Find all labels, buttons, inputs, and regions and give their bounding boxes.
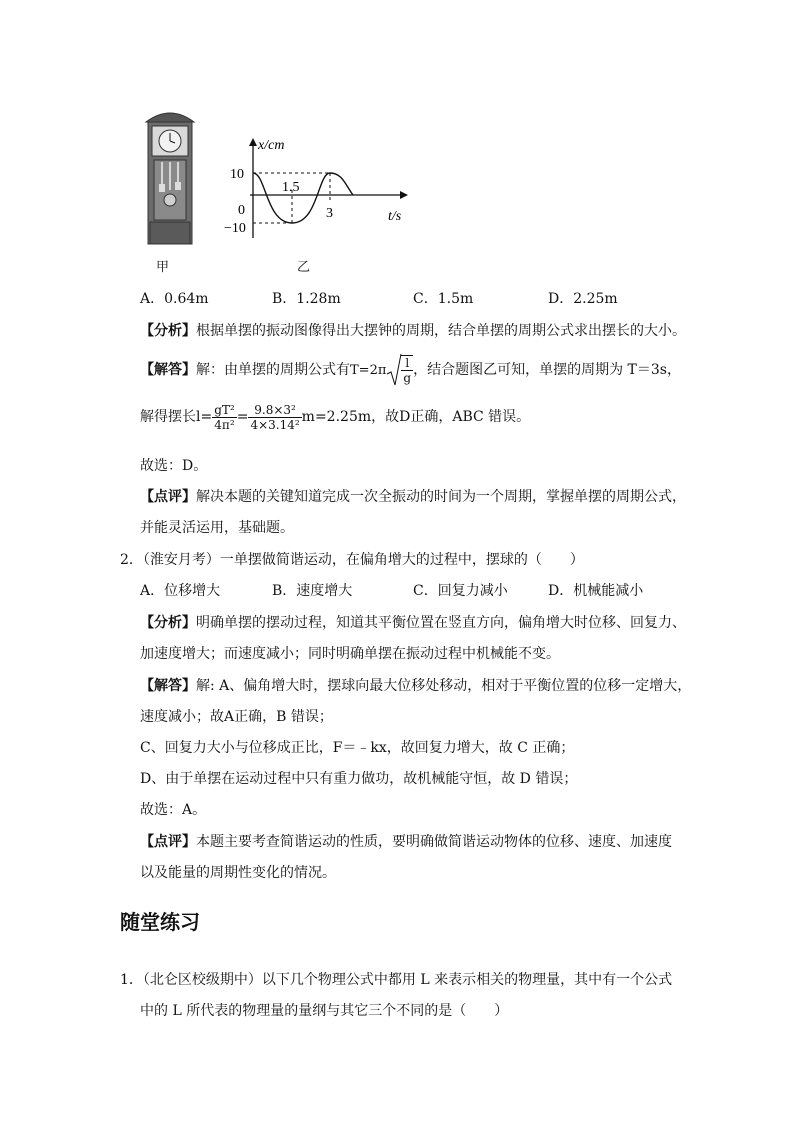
vibration-graph (220, 128, 420, 243)
q1-option-b: B．1.28m (272, 291, 341, 307)
solve-text-post: m=2.25m，故D正确，ABC 错误。 (301, 409, 531, 425)
fraction-1-numerator: gT² (214, 402, 235, 417)
t-axis-arrow (400, 191, 408, 199)
q2-comment-line2: 以及能量的周期性变化的情况。 (140, 865, 336, 881)
graph-caption: 乙 (297, 260, 311, 275)
comment-text: 解决本题的关键知道完成一次全振动的时间为一个周期，掌握单摆的周期公式， (196, 489, 686, 505)
equals-sign: = (236, 409, 249, 425)
comment-text: 本题主要考查简谐运动的性质，要明确做简谐运动物体的位移、速度、加速度 (196, 834, 672, 850)
t-axis-label: t/s (388, 209, 402, 224)
fraction-2-numerator: 9.8×3² (248, 403, 301, 418)
x-axis-label: x/cm (258, 138, 285, 153)
q2-solution-line2: 速度减小；故A正确，B 错误； (140, 709, 333, 725)
displacement-curve (253, 173, 353, 223)
q1-answer: 故选：D。 (140, 458, 208, 474)
fraction-2-denominator: 4×3.14² (250, 417, 300, 432)
clock-caption: 甲 (156, 260, 170, 275)
q2-solution-line1 (140, 676, 691, 696)
tick-10: 10 (230, 167, 244, 182)
solution-text-post: ，结合题图乙可知，单摆的周期为 T＝3s， (413, 362, 681, 378)
solution-tag: 【解答】 (140, 678, 196, 694)
fraction-1-denominator: 4π² (214, 417, 235, 432)
solve-text-pre: 解得摆长l= (140, 409, 213, 425)
q2-stem: 2．（淮安月考）一单摆做简谐运动，在偏角增大的过程中，摆球的（ ） (120, 552, 584, 568)
analysis-tag: 【分析】 (140, 323, 196, 339)
q1-option-c: C．1.5m (413, 291, 474, 307)
sqrt-denominator: g (403, 371, 412, 385)
tick-neg10: −10 (224, 221, 246, 236)
q1-comment-line1 (140, 487, 686, 507)
sqrt-expression (386, 352, 413, 388)
section-heading: 随堂练习 (120, 910, 200, 934)
practice-q1-line2: 中的 L 所代表的物理量的量纲与其它三个不同的是（ ） (140, 1003, 509, 1019)
solution-text: 解: A、偏角增大时，摆球向最大位移处移动，相对于平衡位置的位移一定增大， (196, 678, 692, 694)
q1-comment-line2: 并能灵活运用，基础题。 (140, 520, 294, 536)
q2-option-c: C．回复力减小 (413, 583, 508, 599)
fraction-2 (248, 403, 301, 432)
solution-tag: 【解答】 (140, 362, 196, 378)
comment-tag: 【点评】 (140, 834, 196, 850)
q2-option-a: A．位移增大 (140, 583, 221, 599)
analysis-text: 根据单摆的振动图像得出大摆钟的周期，结合单摆的周期公式求出摆长的大小。 (196, 323, 686, 339)
q2-solution-line4: D、由于单摆在运动过程中只有重力做功，故机械能守恒，故 D 错误； (140, 771, 578, 787)
x-axis-arrow (249, 138, 257, 146)
q1-solution (140, 352, 681, 388)
tick-3: 3 (326, 206, 333, 221)
q1-solve (140, 400, 530, 434)
analysis-tag: 【分析】 (140, 615, 196, 631)
q2-option-d: D．机械能减小 (548, 583, 644, 599)
period-formula: T=2π (350, 363, 387, 378)
q1-analysis (140, 321, 686, 341)
q2-comment-line1 (140, 832, 672, 852)
sqrt-fraction (401, 355, 413, 385)
tick-1-5: 1.5 (282, 180, 300, 195)
clock-illustration (140, 104, 200, 246)
q2-option-b: B．速度增大 (272, 583, 353, 599)
tick-0: 0 (238, 203, 245, 218)
q2-solution-line3: C、回复力大小与位移成正比，F＝﹣kx，故回复力增大，故 C 正确； (140, 740, 575, 756)
practice-q1-line1: 1．（北仑区校级期中）以下几个物理公式中都用 L 来表示相关的物理量，其中有一个公式 (120, 972, 673, 988)
q2-analysis-line1 (140, 613, 686, 633)
sqrt-numerator: l (401, 356, 413, 371)
q1-option-d: D．2.25m (548, 291, 618, 307)
q2-analysis-line2: 加速度增大；而速度减小；同时明确单摆在振动过程中机械能不变。 (140, 646, 560, 662)
solution-text-pre: 解：由单摆的周期公式有 (196, 362, 350, 378)
comment-tag: 【点评】 (140, 489, 196, 505)
q1-option-a: A．0.64m (140, 291, 209, 307)
analysis-text: 明确单摆的摆动过程，知道其平衡位置在竖直方向，偏角增大时位移、回复力、 (196, 615, 686, 631)
q2-answer: 故选：A。 (140, 802, 207, 818)
fraction-1 (212, 403, 237, 432)
